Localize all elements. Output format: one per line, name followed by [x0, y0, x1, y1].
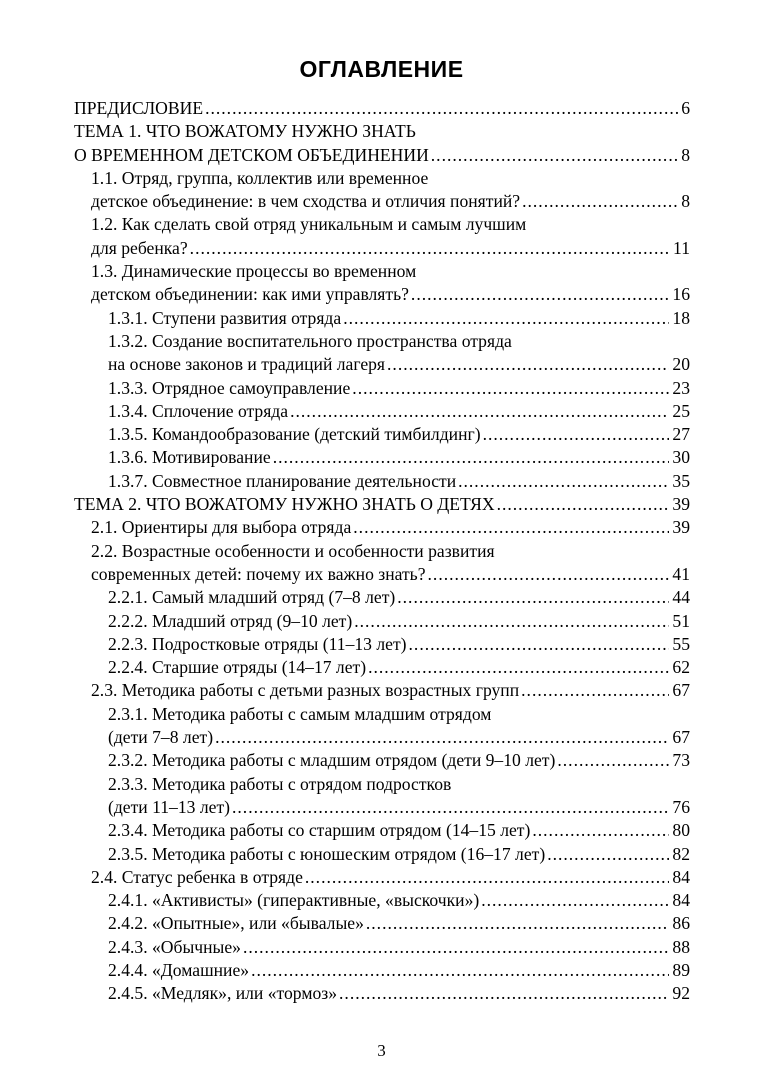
toc-entry-row [91, 237, 690, 260]
toc-page-number: 27 [672, 424, 690, 445]
toc-entry[interactable] [108, 749, 690, 772]
toc-page-number: 51 [672, 610, 690, 631]
toc-page-number: 39 [672, 517, 690, 538]
toc-entry-title-line: 2.4.5. «Медляк», или «тормоз» [108, 983, 338, 1004]
page-number: 3 [377, 1041, 386, 1060]
toc-entry[interactable] [74, 120, 690, 167]
toc-entry-title-line: 2.2.1. Самый младший отряд (7–8 лет) [108, 587, 396, 608]
toc-entry-title-line: детское объединение: в чем сходства и отличия понятий? [91, 191, 521, 212]
dot-leader [557, 749, 669, 772]
toc-entry[interactable] [108, 633, 690, 656]
toc-entry[interactable] [91, 679, 690, 702]
toc-entry-title-line: 1.3.5. Командообразование (детский тимбилдинг) [108, 424, 481, 445]
toc-entry-title-line: ПРЕДИСЛОВИЕ [74, 98, 204, 118]
toc-entry-title-line: современных детей: почему их важно знать? [91, 563, 426, 584]
toc-entry-title-line: 1.3.6. Мотивирование [108, 447, 271, 468]
dot-leader [431, 144, 678, 167]
toc-entry-row [108, 400, 690, 423]
dot-leader [411, 283, 669, 306]
toc-entry-row [91, 190, 690, 213]
toc-entry-title-line: 1.3.2. Создание воспитательного пространства отряда [108, 330, 512, 351]
toc-entry-row [108, 912, 690, 935]
toc-page-number: 20 [672, 354, 690, 375]
toc-entry[interactable] [108, 819, 690, 842]
toc-entry-title-line: ТЕМА 1. ЧТО ВОЖАТОМУ НУЖНО ЗНАТЬ [74, 121, 416, 142]
dot-leader [547, 843, 669, 866]
toc-entry-row [108, 843, 690, 866]
toc-entry-title-line: для ребенка? [91, 237, 188, 258]
toc-entry-title-line: 2.3.5. Методика работы с юношеским отрядом (16–17 лет) [108, 843, 546, 864]
toc-entry[interactable] [108, 773, 690, 820]
toc-page-number: 18 [672, 307, 690, 328]
toc-entry-title-line: 1.3.1. Ступени развития отряда [108, 307, 342, 328]
toc-entry-row [108, 377, 690, 400]
toc-page-number: 67 [672, 680, 690, 701]
dot-leader [532, 819, 669, 842]
toc-entry-row [108, 586, 690, 609]
toc-page-number: 44 [672, 587, 690, 608]
toc-entry-row [74, 493, 690, 516]
toc-entry-title-line: 2.3.3. Методика работы с отрядом подростков [108, 773, 452, 794]
toc-entry-title-line: 1.3.7. Совместное планирование деятельности [108, 470, 457, 491]
toc-entry-row [108, 656, 690, 679]
toc-page-number: 25 [672, 400, 690, 421]
toc-page-number: 84 [672, 866, 690, 887]
toc-entry[interactable] [108, 703, 690, 750]
toc-entry-title-line: 2.2.3. Подростковые отряды (11–13 лет) [108, 633, 407, 654]
dot-leader [353, 516, 669, 539]
toc-page-number: 35 [672, 470, 690, 491]
toc-entry-title-line: 1.2. Как сделать свой отряд уникальным и самым лучшим [91, 214, 527, 235]
toc-page-number: 76 [672, 796, 690, 817]
dot-leader [397, 586, 669, 609]
dot-leader [339, 982, 669, 1005]
toc-entry[interactable] [108, 843, 690, 866]
toc-entry-title-line: 2.2.4. Старшие отряды (14–17 лет) [108, 657, 367, 678]
toc-entry-title-line: 2.1. Ориентиры для выбора отряда [91, 517, 352, 538]
toc-entry-title-line: О ВРЕМЕННОМ ДЕТСКОМ ОБЪЕДИНЕНИИ [74, 144, 429, 165]
toc-page-number: 84 [672, 890, 690, 911]
toc-page-number: 6 [681, 98, 690, 118]
toc-page-number: 8 [681, 144, 690, 165]
toc-entry-title-line: 2.3.4. Методика работы со старшим отрядом (14–15 лет) [108, 820, 531, 841]
toc-entry-row [108, 889, 690, 912]
toc-entry-row [108, 959, 690, 982]
toc-page-number: 8 [681, 191, 690, 212]
dot-leader [458, 470, 669, 493]
toc-entry-row [108, 982, 690, 1005]
dot-leader [343, 307, 669, 330]
toc-entry-row [91, 679, 690, 702]
toc-page-number: 89 [672, 959, 690, 980]
dot-leader [354, 610, 669, 633]
dot-leader [243, 936, 669, 959]
toc-entry[interactable] [91, 866, 690, 889]
toc-entry[interactable] [108, 307, 690, 330]
toc-page-number: 73 [672, 750, 690, 771]
toc-entry-row [108, 307, 690, 330]
toc-page-number: 16 [672, 284, 690, 305]
dot-leader [290, 400, 669, 423]
toc-page-number: 41 [672, 563, 690, 584]
toc-page-number: 92 [672, 983, 690, 1004]
toc-entry-title-line: 2.4.4. «Домашние» [108, 959, 250, 980]
toc-page-number: 88 [672, 936, 690, 957]
toc-page-number: 30 [672, 447, 690, 468]
toc-entry-title-line: 1.1. Отряд, группа, коллектив или временное [91, 167, 429, 188]
dot-leader [481, 889, 669, 912]
toc-entry[interactable] [74, 493, 690, 516]
toc-entry-row [91, 283, 690, 306]
toc-entry[interactable] [108, 400, 690, 423]
toc-page-number: 39 [672, 494, 690, 515]
toc-entry-row [108, 423, 690, 446]
toc-page-number: 67 [672, 727, 690, 748]
toc-entry[interactable] [91, 516, 690, 539]
toc-entry-title-line: 2.4.1. «Активисты» (гиперактивные, «выскочки») [108, 890, 480, 911]
toc-entry-title-line: 2.3.2. Методика работы с младшим отрядом (дети 9–10 лет) [108, 750, 556, 771]
toc-entry[interactable] [108, 446, 690, 469]
toc-entry-row [108, 726, 690, 749]
dot-leader [352, 377, 669, 400]
toc-entry-title-line: 1.3.3. Отрядное самоуправление [108, 377, 351, 398]
toc-entry-title-line: 1.3.4. Сплочение отряда [108, 400, 289, 421]
toc-entry-title-line: 2.2.2. Младший отряд (9–10 лет) [108, 610, 353, 631]
toc-entry-title-line: 2.2. Возрастные особенности и особенности развития [91, 540, 495, 561]
toc-entry[interactable] [108, 423, 690, 446]
toc-page-number: 80 [672, 820, 690, 841]
toc-entry-title-line: ТЕМА 2. ЧТО ВОЖАТОМУ НУЖНО ЗНАТЬ О ДЕТЯХ [74, 494, 495, 515]
dot-leader [387, 353, 669, 376]
toc-entry-row [108, 353, 690, 376]
dot-leader [205, 97, 678, 120]
toc-page-number: 86 [672, 913, 690, 934]
toc-entry-row [108, 819, 690, 842]
toc-entry-title-line: на основе законов и традиций лагеря [108, 354, 386, 375]
toc-entry-row [108, 470, 690, 493]
dot-leader [366, 912, 670, 935]
dot-leader [428, 563, 670, 586]
dot-leader [409, 633, 670, 656]
toc-page-number: 55 [672, 633, 690, 654]
toc-entry-title-line: 1.3. Динамические процессы во временном [91, 261, 417, 282]
toc-entry-title-line: 2.3. Методика работы с детьми разных возрастных групп [91, 680, 520, 701]
toc-entry-row [74, 144, 690, 167]
toc-entry[interactable] [108, 959, 690, 982]
toc-entry-title-line: (дети 7–8 лет) [108, 727, 214, 748]
dot-leader [232, 796, 669, 819]
toc-entry[interactable] [108, 656, 690, 679]
toc-entry-row [108, 446, 690, 469]
dot-leader [522, 190, 678, 213]
dot-leader [368, 656, 669, 679]
toc-entry-title-line: 2.4. Статус ребенка в отряде [91, 866, 303, 887]
toc-entry[interactable] [108, 912, 690, 935]
toc-entry[interactable] [74, 97, 690, 120]
toc-entry[interactable] [108, 330, 690, 377]
toc-entry-title-line: (дети 11–13 лет) [108, 796, 230, 817]
toc-entry-title-line: 2.4.2. «Опытные», или «бывалые» [108, 913, 364, 934]
toc-entry[interactable] [108, 470, 690, 493]
toc-entry[interactable] [108, 610, 690, 633]
dot-leader [190, 237, 670, 260]
toc-page-number: 23 [672, 377, 690, 398]
toc-entry[interactable] [91, 540, 690, 587]
dot-leader [521, 679, 669, 702]
toc-entry-row [108, 749, 690, 772]
toc-entry-row [108, 796, 690, 819]
toc-entry[interactable] [108, 586, 690, 609]
dot-leader [305, 866, 670, 889]
toc-entry-row [74, 97, 690, 120]
toc-page-number: 82 [672, 843, 690, 864]
table-of-contents [0, 97, 763, 1006]
toc-entry-title-line: 2.4.3. «Обычные» [108, 936, 241, 957]
toc-entry[interactable] [108, 377, 690, 400]
toc-entry-title-line: детском объединении: как ими управлять? [91, 284, 409, 305]
toc-entry[interactable] [108, 889, 690, 912]
toc-entry[interactable] [108, 982, 690, 1005]
toc-entry[interactable] [108, 936, 690, 959]
toc-entry-row [91, 563, 690, 586]
toc-entry-row [91, 516, 690, 539]
toc-entry-row [91, 866, 690, 889]
dot-leader [483, 423, 670, 446]
toc-entry[interactable] [91, 167, 690, 214]
toc-entry-row [108, 936, 690, 959]
dot-leader [215, 726, 669, 749]
toc-page-number: 11 [673, 237, 690, 258]
page-title: ОГЛАВЛЕНИЕ [299, 56, 464, 82]
toc-entry-title-line: 2.3.1. Методика работы с самым младшим отрядом [108, 703, 492, 724]
toc-entry-row [108, 633, 690, 656]
toc-page-number: 62 [672, 657, 690, 678]
toc-entry[interactable] [91, 260, 690, 307]
dot-leader [497, 493, 670, 516]
toc-entry[interactable] [91, 213, 690, 260]
dot-leader [251, 959, 669, 982]
toc-entry-row [108, 610, 690, 633]
dot-leader [273, 446, 670, 469]
